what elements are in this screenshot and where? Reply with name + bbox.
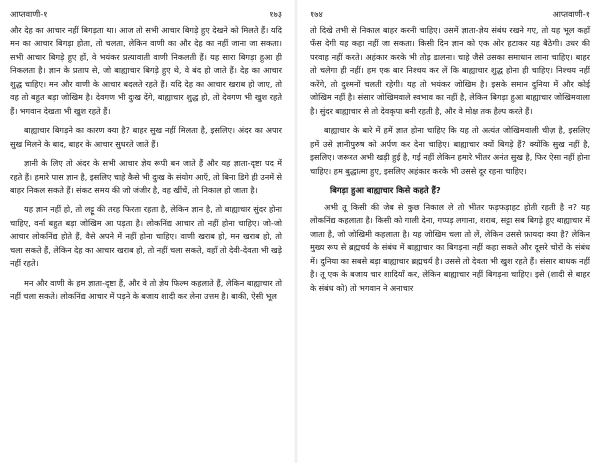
paragraph: तो दिखे तभी से निकाल बाहर करनी चाहिए। उसमें ज्ञाता-ज्ञेय संबंध रखने गए, तो यह भूल कहाँ फँस देगी यह कहा नहीं जा सकता। किसी दिन ज्ञान को एक ओर हटाकर यह बैठेगी। उधर की परवाह नहीं करते। अहंकार करके भी तोड़ डालना। चाहे जैसे उसका समाधान लाना चाहिए। बाहर तो चलेगा ही नहीं। हम एक बार निश्चय कर लें कि बाह्याचार शुद्ध होना ही चाहिए। निश्चय नहीं करेंगे, तो दुश्मनों चलती रहेगी। यह तो भयंकर जोखिम है। इसके समान दुनिया में और कोई जोखिम नहीं है। संसार जोखिमवाले स्वभाव का नहीं है, लेकिन बिगड़ा हुआ बाह्याचार जोखिमवाला है। सुंदर बाह्याचार से तो देवकृपा बनी रहती है, और वे मोक्ष तक हैल्प करते हैं। — [310, 25, 590, 116]
right-page-header — [310, 8, 590, 22]
paragraph: ज्ञानी के लिए तो अंदर के सभी आचार ज्ञेय रूपी बन जाते हैं और यह ज्ञाता-दृष्टा पद में रहते हैं। हमारे पास ज्ञान है, इसलिए चाहे कैसे भी दुःख के संयोग आएँ, तो बिना डिगे ही उनमें से बाहर निकल सकते हैं। संकट समय की जो जंजीर है, वह खींचें, तो निकाल हो जाता है। — [10, 158, 282, 195]
book-gutter — [294, 0, 298, 463]
paragraph: बाह्याचार बिगड़ने का कारण क्या है? बाहर सुख नहीं मिलता है, इसलिए। अंदर का अपार सुख मिलने के बाद, बाहर के आचार सुधरते जाते हैं। — [10, 125, 282, 149]
paragraph: अभी तू किसी की जेब से कुछ निकाल ले तो भीतर फड़फड़ाहट होती रहती है न? यह लोकनिंद्य कहलाता है। किसी को गाली देना, गप्पड़ लगाना, शराब, सट्टा सब बिगड़े हुए बाह्याचार में जाता है, जो जोखिमी कहलाता है। यह जोखिम चला तो लें, लेकिन उससे फ़ायदा क्या है? लेकिन मुख्य रूप से ब्रह्मचर्य के संबंध में बाह्याचार का बिगड़ना नहीं कहा सकते और दूसरे चोरों के संबंध में। दुनिया का सबसे बड़ा बाह्याचार ब्रह्मचर्य है। उससे तो देवता भी खुश रहते हैं। संसार बाधक नहीं है। तू एक के बजाय चार शादियाँ कर, लेकिन बाह्याचार नहीं बिगड़ना चाहिए। इसे (शादी से बाहर के संबंध को) तो भगवान ने अनाचार — [310, 201, 590, 293]
running-title: आप्तवाणी-१ — [10, 9, 48, 19]
right-page — [300, 0, 600, 463]
paragraph: बाह्याचार के बारे में हमें ज्ञात होना चाहिए कि यह तो अत्यंत जोखिमवाली चीज़ है, इसलिए हमें उसे ज्ञानीपुरुष को अर्पण कर देना चाहिए। बाह्याचार क्यों बिगड़े हैं? क्योंकि सुख नहीं है, इसलिए। जरूरत अभी खड़ी हुई है, गई नहीं लेकिन हमारे भीतर अनंत सुख है, फिर ऐसा नहीं होना चाहिए। हम बुद्धात्मा हुए, इसलिए अहंकार करके भी उससे दूर रहना चाहिए। — [310, 125, 590, 176]
running-title: आप्तवाणी-१ — [552, 9, 590, 19]
left-page — [0, 0, 292, 463]
paragraph: और देह का आचार नहीं बिगड़ता था। आज तो सभी आचार बिगड़े हुए देखने को मिलते हैं। यदि मन का आचार बिगड़ा होता, तो चलता, लेकिन वाणी का और देह का नहीं जाना जा सकता। सभी आचार बिगड़े हुए हों, वे भयंकर प्रत्यावाती वाणी निकलती हैं। यह सारा बिगड़ा हुआ ही निकलता है। ज्ञान के प्रताप से, जो बाह्याचार बिगड़े हुए थे, वे बंद हो जाते हैं। देह का आचार शुद्ध चाहिए। मन और वाणी के आचार बदलते रहते हैं। यदि देह का आचार खराब हो जाए, तो वह तो बहुत बड़ा जोखिम है। देवगण भी दुःख देंगे, बाह्याचार शुद्ध हो, तो देवगण भी खुश रहते हैं। भगवान देखता भी खुश रहते हैं। — [10, 25, 282, 116]
paragraph: मन और वाणी के हम ज्ञाता-दृष्टा हैं, और वे तो ज्ञेय फिल्म कहलाते हैं, लेकिन बाह्याचार तो नहीं चला सकते। लोकनिंद्य आचार में पड़ने के बजाय शादी कर लेना उत्तम है। बाकी, ऐसी भूल — [10, 277, 282, 302]
paragraph: यह ज्ञान नहीं हो, तो लट्टू की तरह फिरता रहता है, लेकिन ज्ञान है, तो बाह्याचार सुंदर होना चाहिए, वर्ना बहुत बड़ा जोखिम आ पड़ता है। लोकनिंद्य आचार तो नहीं होना चाहिए। जो-जो आचार लोकनिंद्य होते हैं, वैसे अपने में नहीं होना चाहिए। वाणी खराब हो, मन खराब हो, तो चला सकते हैं, लेकिन देह का आचार खराब हो, तो नहीं चला सकते, वहाँ तो देवी-देवता भी खड़े नहीं रहते। — [10, 204, 282, 269]
page-number: १७३ — [269, 9, 282, 19]
page-number: १७४ — [310, 9, 323, 19]
section-heading: बिगड़ा हुआ बाह्याचार किसे कहते हैं? — [330, 184, 441, 195]
left-page-header — [10, 8, 282, 22]
